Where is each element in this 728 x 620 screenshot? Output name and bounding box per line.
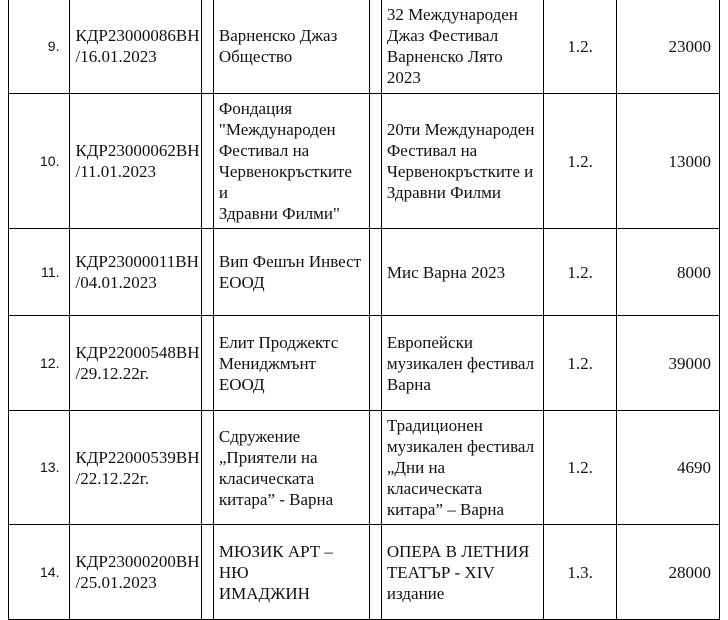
registration-cell	[70, 94, 201, 229]
spacer-cell	[369, 411, 381, 525]
row-number-cell	[9, 525, 70, 620]
registration-cell	[70, 229, 201, 316]
row-number: 11.	[41, 263, 60, 280]
spacer-cell	[201, 0, 213, 94]
row-number-cell	[9, 316, 70, 411]
funding-table	[8, 0, 720, 620]
table-row	[9, 229, 720, 316]
spacer-cell	[369, 94, 381, 229]
amount-value: 23000	[668, 36, 711, 56]
amount-cell	[617, 94, 720, 229]
table-row	[9, 316, 720, 411]
table-row	[9, 411, 720, 525]
registration-number: КДР23000011ВН /04.01.2023	[75, 252, 199, 292]
amount-value: 4690	[677, 458, 711, 477]
event-name: Европейски музикален фестивал Варна	[386, 332, 535, 394]
measure-code: 1.2.	[567, 458, 593, 477]
amount-cell	[617, 411, 720, 525]
row-number-cell	[9, 411, 70, 525]
measure-code: 1.3.	[567, 562, 593, 582]
organizer-name: Сдружение „Приятели на класическата китара” - Варна	[218, 426, 334, 509]
organizer-name: Фондация "Международен Фестивал на Червенокръстките и Здравни Филми"	[218, 99, 352, 223]
event-cell	[381, 229, 543, 316]
measure-code: 1.2.	[567, 353, 593, 373]
spacer-cell	[369, 525, 381, 620]
table-row	[9, 0, 720, 94]
organizer-name: Елит Проджектс Мениджмънт ЕООД	[218, 332, 339, 394]
measure-cell	[543, 94, 617, 229]
organizer-name: Вип Фешън Инвест ЕООД	[218, 252, 362, 292]
measure-cell	[543, 229, 617, 316]
spacer-cell	[201, 94, 213, 229]
organizer-cell	[213, 229, 369, 316]
spacer-cell	[201, 316, 213, 411]
amount-cell	[617, 0, 720, 94]
row-number-cell	[9, 0, 70, 94]
table-row	[9, 525, 720, 620]
amount-cell	[617, 229, 720, 316]
registration-number: КДР23000086ВН /16.01.2023	[75, 26, 200, 66]
amount-cell	[617, 316, 720, 411]
spacer-cell	[201, 229, 213, 316]
event-name: 32 Международен Джаз Фестивал Варненско Лято 2023	[386, 5, 518, 87]
measure-code: 1.2.	[567, 151, 593, 171]
organizer-name: Варненско Джаз Общество	[218, 26, 338, 66]
spacer-cell	[369, 0, 381, 94]
registration-cell	[70, 411, 201, 525]
organizer-cell	[213, 525, 369, 620]
organizer-cell	[213, 411, 369, 525]
registration-cell	[70, 0, 201, 94]
table-row	[9, 94, 720, 229]
row-number: 13.	[40, 459, 60, 475]
event-cell	[381, 525, 543, 620]
event-name: ОПЕРА В ЛЕТНИЯ ТЕАТЪР - XIV издание	[386, 541, 530, 603]
measure-code: 1.2.	[567, 262, 593, 282]
registration-number: КДР22000539ВН /22.12.22г.	[75, 447, 200, 488]
spacer-cell	[369, 229, 381, 316]
event-name: 20ти Международен Фестивал на Червенокръстките и Здравни Филми	[386, 120, 535, 202]
measure-cell	[543, 525, 617, 620]
event-cell	[381, 316, 543, 411]
measure-cell	[543, 316, 617, 411]
row-number: 14.	[40, 563, 60, 580]
organizer-name: МЮЗИК АРТ – НЮ ИМАДЖИН	[218, 541, 333, 603]
event-cell	[381, 0, 543, 94]
registration-number: КДР23000062ВН /11.01.2023	[75, 141, 200, 181]
row-number-cell	[9, 229, 70, 316]
spacer-cell	[369, 316, 381, 411]
measure-cell	[543, 411, 617, 525]
event-name: Мис Варна 2023	[386, 262, 506, 282]
organizer-cell	[213, 94, 369, 229]
amount-value: 28000	[668, 562, 711, 582]
amount-value: 8000	[677, 262, 711, 282]
spacer-cell	[201, 525, 213, 620]
spacer-cell	[201, 411, 213, 525]
organizer-cell	[213, 0, 369, 94]
row-number: 9.	[47, 37, 60, 54]
organizer-cell	[213, 316, 369, 411]
registration-cell	[70, 525, 201, 620]
event-cell	[381, 411, 543, 525]
row-number: 10.	[40, 152, 60, 169]
row-number: 12.	[40, 354, 60, 371]
amount-value: 39000	[668, 353, 711, 373]
measure-cell	[543, 0, 617, 94]
measure-code: 1.2.	[567, 36, 593, 56]
amount-cell	[617, 525, 720, 620]
amount-value: 13000	[668, 151, 711, 171]
registration-cell	[70, 316, 201, 411]
event-name: Традиционен музикален фестивал „Дни на класическата китара” – Варна	[386, 416, 535, 519]
registration-number: КДР23000200ВН /25.01.2023	[75, 552, 200, 592]
registration-number: КДР22000548ВН /29.12.22г.	[75, 343, 200, 383]
event-cell	[381, 94, 543, 229]
row-number-cell	[9, 94, 70, 229]
